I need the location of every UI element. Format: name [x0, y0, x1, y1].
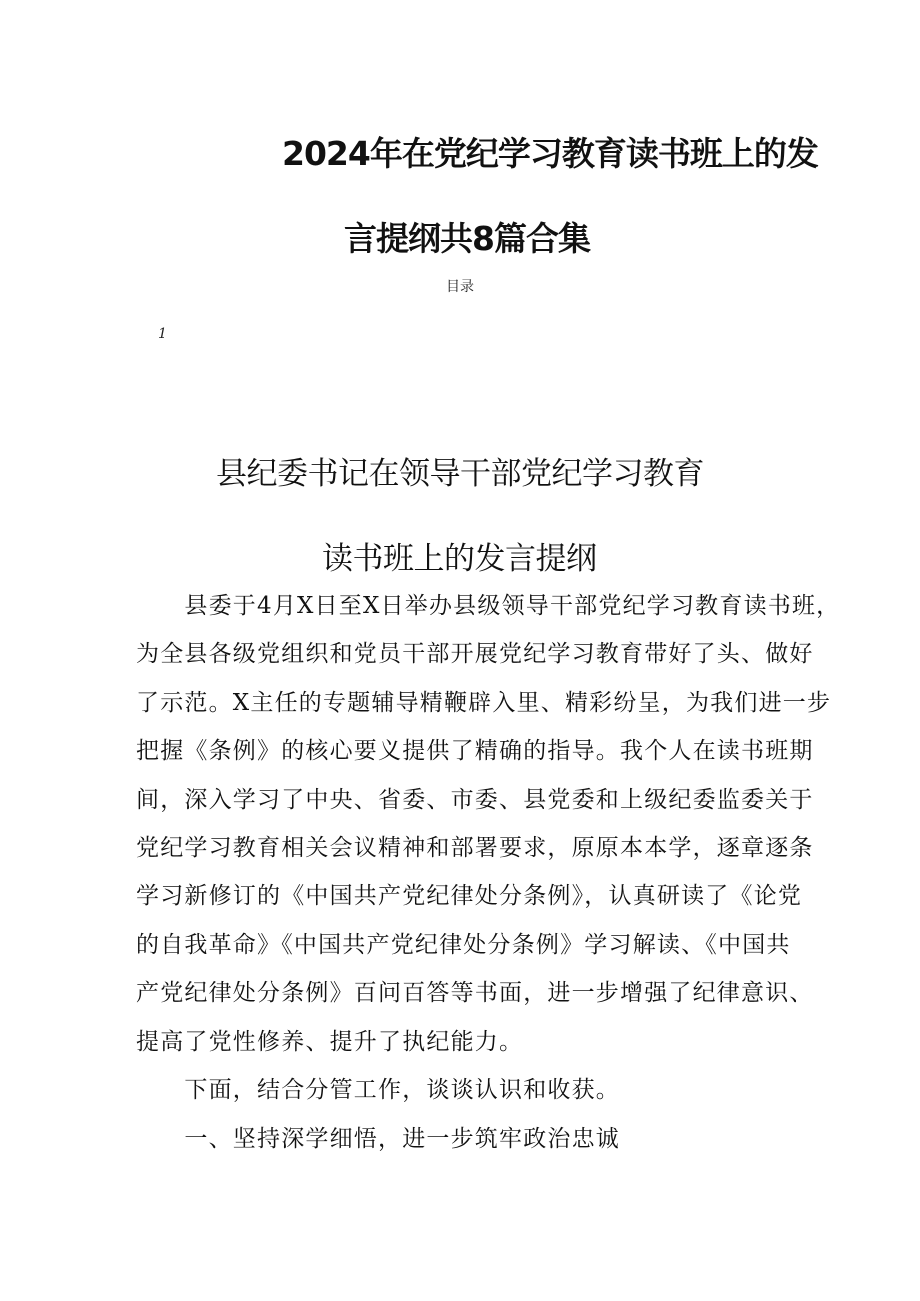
- paragraph-line: 的自我革命》《中国共产党纪律处分条例》学习解读、《中国共: [136, 931, 791, 958]
- document-title-line-1: 2024年在党纪学习教育读书班上的发: [282, 134, 818, 173]
- toc-entry: 1: [158, 326, 167, 342]
- paragraph-line: 了示范。X主任的专题辅导精鞭辟入里、精彩纷呈，为我们进一步: [136, 689, 832, 716]
- paragraph-line: 为全县各级党组织和党员干部开展党纪学习教育带好了头、做好: [136, 641, 814, 668]
- paragraph-line: 间，深入学习了中央、省委、市委、县党委和上级纪委监委关于: [136, 786, 814, 813]
- paragraph-line: 党纪学习教育相关会议精神和部署要求，原原本本学，逐章逐条: [136, 834, 814, 861]
- body-paragraph-2: 下面，结合分管工作，谈谈认识和收获。: [136, 1077, 620, 1103]
- toc-heading: 目录: [446, 279, 474, 295]
- section-title-line-1: 县纪委书记在领导干部党纪学习教育: [216, 456, 704, 492]
- paragraph-line: 把握《条例》的核心要义提供了精确的指导。我个人在读书班期: [136, 738, 814, 765]
- paragraph-line: 学习新修订的《中国共产党纪律处分条例》，认真研读了《论党: [136, 883, 803, 910]
- paragraph-line: 县委于4月X日至X日举办县级领导干部党纪学习教育读书班，: [136, 593, 841, 619]
- section-title-line-2: 读书班上的发言提纲: [322, 541, 597, 577]
- body-paragraph-1: [136, 582, 841, 1066]
- document-title-line-2: 言提纲共8篇合集: [344, 219, 590, 258]
- paragraph-line: 提高了党性修养、提升了执纪能力。: [136, 1028, 524, 1055]
- paragraph-line: 产党纪律处分条例》百问百答等书面，进一步增强了纪律意识、: [136, 980, 814, 1007]
- subheading-1: 一、坚持深学细悟，进一步筑牢政治忠诚: [136, 1126, 620, 1152]
